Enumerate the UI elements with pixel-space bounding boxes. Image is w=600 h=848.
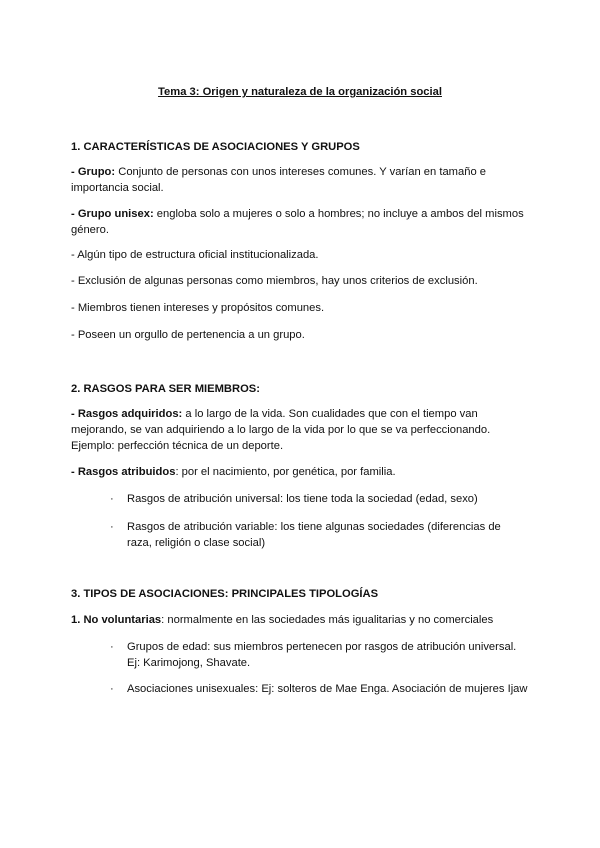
section-1-heading: 1. CARACTERÍSTICAS DE ASOCIACIONES Y GRUPOS	[71, 141, 360, 153]
bullet-icon: ·	[110, 493, 114, 505]
paragraph-rasgos-adquiridos	[71, 406, 531, 454]
section-3-heading: 3. TIPOS DE ASOCIACIONES: PRINCIPALES TIPOLOGÍAS	[71, 588, 379, 600]
term-rasgos-adquiridos: - Rasgos adquiridos:	[71, 408, 183, 420]
bullet-icon: ·	[110, 683, 114, 695]
term-rasgos-atribuidos: - Rasgos atribuidos	[71, 466, 176, 478]
paragraph-no-voluntarias	[71, 612, 531, 628]
paragraph-grupo-unisex	[71, 206, 531, 238]
list-item-grupos-de-edad: Grupos de edad: sus miembros pertenecen por rasgos de atribución universal. Ej: Karimojong, Shavate.	[127, 641, 517, 669]
term-no-voluntarias: 1. No voluntarias	[71, 614, 162, 626]
document-title: Tema 3: Origen y naturaleza de la organización social	[158, 86, 442, 98]
bullet-icon: ·	[110, 521, 114, 533]
list-item-atribucion-universal: Rasgos de atribución universal: los tiene toda la sociedad (edad, sexo)	[127, 493, 478, 505]
paragraph-rasgos-atribuidos	[71, 464, 531, 480]
paragraph-orgullo: - Poseen un orgullo de pertenencia a un grupo.	[71, 329, 305, 341]
definition-no-voluntarias: : normalmente en las sociedades más igualitarias y no comerciales	[161, 614, 494, 626]
term-grupo: - Grupo:	[71, 166, 116, 178]
bullet-icon: ·	[110, 641, 114, 653]
definition-rasgos-atribuidos: : por el nacimiento, por genética, por familia.	[175, 466, 396, 478]
list-item-asociaciones-unisexuales: Asociaciones unisexuales: Ej: solteros de Mae Enga. Asociación de mujeres Ijaw	[127, 683, 528, 695]
definition-grupo-unisex: engloba solo a mujeres o solo a hombres; no incluye a ambos del mismos género.	[71, 208, 524, 236]
list-item-atribucion-variable: Rasgos de atribución variable: los tiene algunas sociedades (diferencias de raza, religión o clase social)	[127, 521, 501, 549]
definition-grupo: Conjunto de personas con unos intereses comunes. Y varían en tamaño e importancia social.	[71, 166, 486, 194]
section-2-heading: 2. RASGOS PARA SER MIEMBROS:	[71, 383, 260, 395]
definition-rasgos-adquiridos: a lo largo de la vida. Son cualidades que con el tiempo van mejorando, se van adquiriendo a lo largo de la vida por lo que se va perfeccionando. Ejemplo: perfección técnica de un deporte.	[71, 408, 491, 452]
paragraph-estructura: - Algún tipo de estructura oficial institucionalizada.	[71, 249, 319, 261]
paragraph-exclusion: - Exclusión de algunas personas como miembros, hay unos criterios de exclusión.	[71, 275, 478, 287]
paragraph-intereses: - Miembros tienen intereses y propósitos comunes.	[71, 302, 325, 314]
term-grupo-unisex: - Grupo unisex:	[71, 208, 154, 220]
paragraph-grupo	[71, 164, 531, 196]
